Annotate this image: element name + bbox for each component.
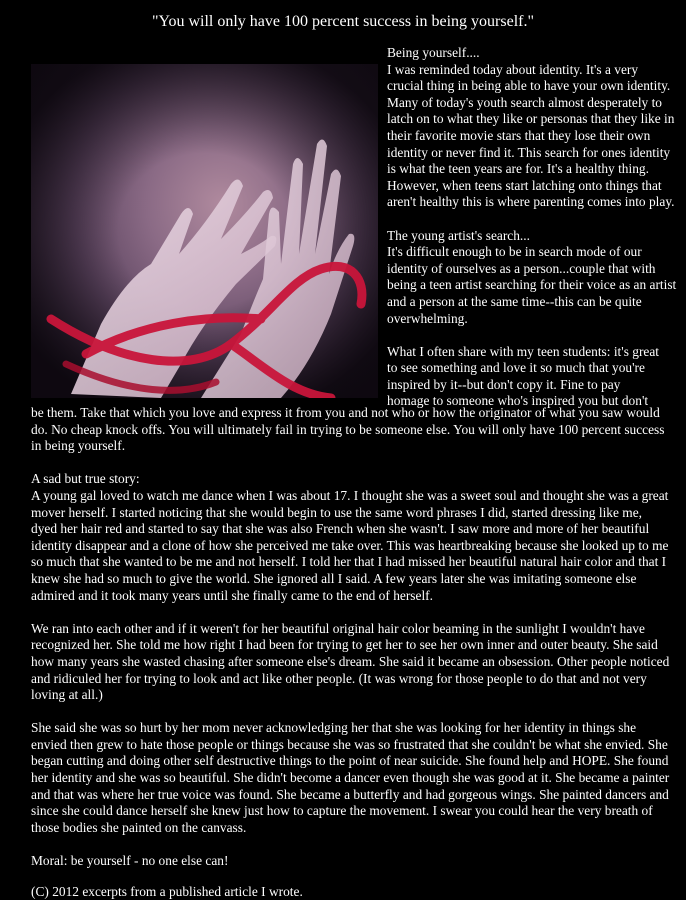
heading-being-yourself: Being yourself.... [387, 45, 480, 60]
paragraph-teen-students-line: inspired by it--but don't copy it. Fine to pay [387, 376, 621, 392]
heading-artist-search: The young artist's search... [387, 227, 530, 243]
photo-illustration [31, 64, 378, 398]
moral-line: Moral: be yourself - no one else can! [31, 853, 229, 869]
paragraph-hurt-by-mom: She said she was so hurt by her mom never acknowledging her that she was looking for her identity in things she envied then grew to hate those people or things because she was so frustrated that she couldn't be what she envied. She began cutting and doing other self destructive things to the point of near suicide. She found help and HOPE. She found her identity and she was so beautiful. She didn't become a dancer even though she was good at it. She became a painter and that was where her true voice was found. She became a butterfly and had gorgeous wings. She painted dancers and since she could dance herself she knew just how to capture the movement. I swear you could hear the very breath of those bodies she painted on the canvass. [31, 720, 670, 835]
heading-sad-story: A sad but true story: [31, 471, 140, 487]
hands-ribbon-photo [31, 64, 378, 398]
paragraph-ran-into: We ran into each other and if it weren't for her beautiful original hair color beaming in the sunlight I wouldn't have recognized her. She told me how right I had been for trying to get her to see her own inner and outer beauty. She said how many years she wasted chasing after someone else's dream. She said it became an obsession. Other people noticed and ridiculed her for trying to look and act like other people. (It was wrong for those people to do that and not very loving at all.) [31, 620, 670, 703]
paragraph-teen-students-line: What I often share with my teen students: it's great [387, 343, 660, 359]
paragraph-teen-students-line: to see something and love it so much that you're [387, 360, 645, 376]
paragraph-teen-students-line: homage to someone who's inspired you but don't [387, 393, 649, 409]
quote-title: "You will only have 100 percent success in being yourself." [151, 13, 535, 30]
paragraph-young-gal: A young gal loved to watch me dance when I was about 17. I thought she was a sweet soul and thought she was a great mover herself. I started noticing that she would begin to use the same word phrases I did, started dressing like me, dyed her hair red and started to say that she was also French when she wasn't. I saw more and more of her beautiful identity disappear and a clone of how she perceived me take over. This was heartbreaking because she looked up to me so much that she wanted to be me and not herself. I told her that I had missed her beautiful natural hair color and that I knew she had so much to give the world. She ignored all I said. A few years later she was imitating someone else admired and it took many years until she finally came to the end of herself. [31, 487, 669, 603]
paragraph-identity: I was reminded today about identity. It's a very crucial thing in being able to have your own identity. Many of today's youth search almost desperately to latch on to what they like or personas that they like in their favorite movie stars that they lose their own identity or never find it. This search for ones identity is what the teen years are for. It's a healthy thing. However, when teens start latching onto things that aren't healthy this is where parenting comes into play. [387, 61, 675, 210]
right-column-text [387, 45, 677, 410]
paragraph-artist-search: It's difficult enough to be in search mode of our identity of ourselves as a person...couple that with being a teen artist searching for their voice as an artist and a person at the same time--this can be quite overwhelming. [387, 244, 677, 326]
paragraph-teen-students-continued: be them. Take that which you love and express it from you and not who or how the originator of what you saw would do. No cheap knock offs. You will ultimately fail in trying to be someone else. You will only have 100 percent success in being yourself. [31, 405, 665, 454]
full-width-text [31, 405, 671, 900]
copyright-line: (C) 2012 excerpts from a published article I wrote. [31, 883, 303, 899]
